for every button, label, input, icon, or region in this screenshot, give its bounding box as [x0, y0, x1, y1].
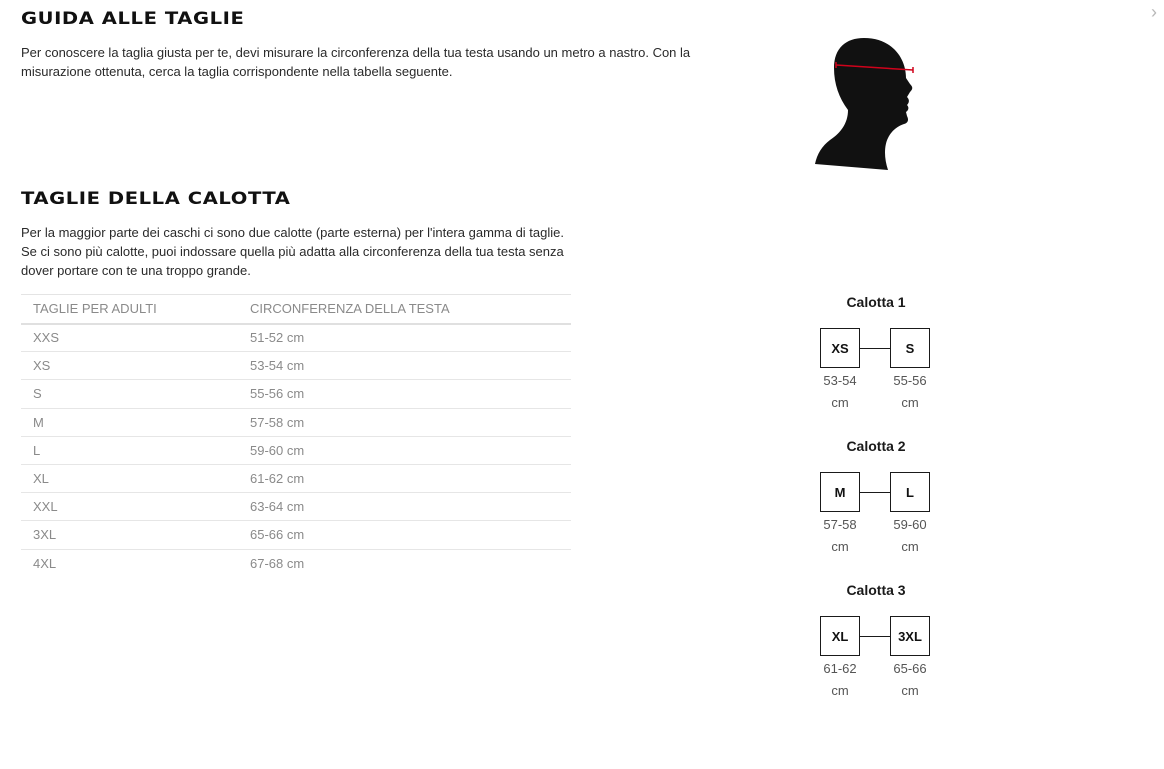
header-head-circumference: CIRCONFERENZA DELLA TESTA — [238, 295, 571, 324]
circumference-cell: 51-52 cm — [238, 324, 571, 352]
shell-row — [806, 616, 946, 698]
size-cell: S — [21, 380, 238, 408]
shell-range — [888, 514, 932, 558]
size-cell: XS — [21, 352, 238, 380]
range-unit: cm — [901, 683, 919, 698]
shell-range — [888, 370, 932, 414]
size-cell: XXL — [21, 493, 238, 521]
shell-title: Calotta 3 — [846, 582, 906, 598]
range-unit: cm — [901, 539, 919, 554]
table-row — [21, 324, 571, 352]
table-row — [21, 436, 571, 464]
shell-size-box: XL — [820, 616, 860, 656]
size-cell: 3XL — [21, 521, 238, 549]
shells-intro: Per la maggior parte dei caschi ci sono due calotte (parte esterna) per l'intera gamma di taglie. Se ci sono più calotte, puoi indossare quella più adatta alla circonferenza della tua testa senza dover portare con te una troppo grande. — [21, 225, 564, 278]
table-row — [21, 408, 571, 436]
shell-connector — [860, 492, 890, 493]
range-unit: cm — [831, 683, 849, 698]
table-row — [21, 549, 571, 577]
head-silhouette-icon — [812, 34, 922, 172]
range-value: 55-56 — [893, 373, 927, 388]
shell-range — [888, 658, 932, 702]
circumference-cell: 63-64 cm — [238, 493, 571, 521]
circumference-cell: 65-66 cm — [238, 521, 571, 549]
table-row — [21, 352, 571, 380]
size-cell: 4XL — [33, 555, 57, 571]
shell-range — [818, 370, 862, 414]
table-row — [21, 380, 571, 408]
circumference-cell: 53-54 cm — [238, 352, 571, 380]
range-value: 59-60 — [893, 517, 927, 532]
range-unit: cm — [831, 539, 849, 554]
table-row — [21, 493, 571, 521]
range-value: 57-58 — [823, 517, 857, 532]
shell-row — [806, 472, 946, 554]
shell-range — [818, 658, 862, 702]
shell-connector — [860, 348, 890, 349]
range-unit: cm — [831, 395, 849, 410]
circumference-cell: 57-58 cm — [238, 408, 571, 436]
shells-title: TAGLIE DELLA CALOTTA — [21, 189, 291, 209]
size-cell: L — [21, 436, 238, 464]
shell-group-2 — [806, 436, 946, 554]
size-cell: XXS — [21, 324, 238, 352]
range-value: 53-54 — [823, 373, 857, 388]
table-header-row — [21, 295, 571, 324]
circumference-cell: 55-56 cm — [238, 380, 571, 408]
shell-group-1 — [806, 292, 946, 410]
table-row — [21, 464, 571, 492]
size-cell: M — [21, 408, 238, 436]
circumference-cell: 59-60 cm — [238, 436, 571, 464]
shell-connector — [860, 636, 890, 637]
circumference-cell: 61-62 cm — [238, 464, 571, 492]
range-value: 65-66 — [893, 661, 927, 676]
shell-size-box: S — [890, 328, 930, 368]
header-adult-sizes: TAGLIE PER ADULTI — [21, 295, 238, 324]
range-value: 61-62 — [823, 661, 857, 676]
shell-row — [806, 328, 946, 410]
shell-title: Calotta 2 — [846, 438, 906, 454]
shell-size-box: M — [820, 472, 860, 512]
shell-title: Calotta 1 — [846, 294, 906, 310]
range-unit: cm — [901, 395, 919, 410]
guide-intro: Per conoscere la taglia giusta per te, devi misurare la circonferenza della tua testa usando un metro a nastro. Con la misurazione ottenuta, cerca la taglia corrispondente nella tabella seguente. — [21, 45, 691, 79]
guide-title: GUIDA ALLE TAGLIE — [21, 9, 245, 29]
shell-range — [818, 514, 862, 558]
shell-size-box: 3XL — [890, 616, 930, 656]
circumference-cell: 67-68 cm — [250, 555, 305, 571]
shell-size-box: L — [890, 472, 930, 512]
size-cell: XL — [21, 464, 238, 492]
close-chevron-icon[interactable]: › — [1151, 2, 1157, 22]
shell-group-3 — [806, 580, 946, 698]
table-row — [21, 521, 571, 549]
size-table — [21, 294, 571, 577]
shell-size-box: XS — [820, 328, 860, 368]
